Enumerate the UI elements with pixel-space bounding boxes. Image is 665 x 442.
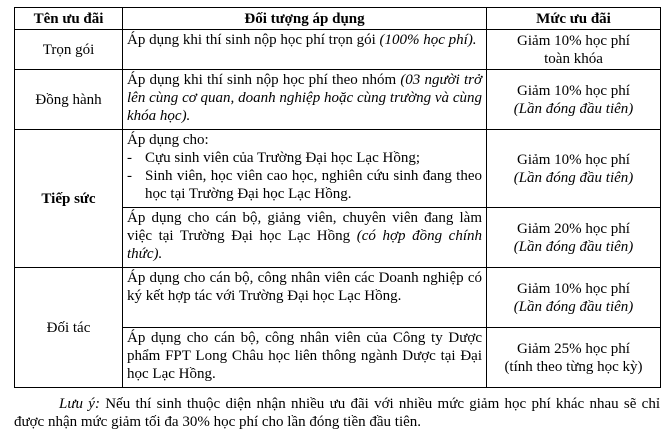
rate-line: (Lần đóng đầu tiên) <box>513 298 634 315</box>
row-rate-doi-tac-1 <box>487 268 661 328</box>
desc-italic-text: (có hợp đồng chính thức). <box>127 228 482 262</box>
bullet-text: Cựu sinh viên của Trường Đại học Lạc Hồng; <box>145 150 420 166</box>
desc-text: Áp dụng khi thí sinh nộp học phí trọn gói <box>127 32 380 48</box>
desc-text: Áp dụng khi thí sinh nộp học phí theo nhóm <box>127 72 401 88</box>
bullet-text: Sinh viên, học viên cao học, nghiên cứu sinh đang theo học tại Trường Đại học Lạc Hồng. <box>145 168 482 202</box>
row-desc-dong-hanh <box>123 70 487 130</box>
table-row <box>15 130 661 208</box>
bullet-dash: - <box>127 150 132 166</box>
note-text: Nếu thí sinh thuộc diện nhận nhiều ưu đãi với nhiều mức giảm học phí khác nhau sẽ chỉ được nhận mức giảm tối đa 30% học phí cho lần đóng tiền đầu tiên. <box>14 396 660 430</box>
rate-line: toàn khóa <box>544 50 603 67</box>
list-item <box>127 167 482 203</box>
desc-intro: Áp dụng cho: <box>127 132 209 148</box>
rate-line: Giảm 10% học phí <box>517 280 630 297</box>
header-applicable-subjects: Đối tượng áp dụng <box>123 8 487 30</box>
row-name-tron-goi: Trọn gói <box>15 30 123 70</box>
row-rate-tiep-suc-1 <box>487 130 661 208</box>
header-discount-name: Tên ưu đãi <box>15 8 123 30</box>
row-rate-tiep-suc-2 <box>487 208 661 268</box>
row-name-tiep-suc: Tiếp sức <box>15 130 123 268</box>
table-row <box>15 70 661 130</box>
rate-line: Giảm 10% học phí <box>517 32 630 49</box>
rate-line: Giảm 10% học phí <box>517 151 630 168</box>
row-desc-tiep-suc-1 <box>123 130 487 208</box>
desc-italic-text: (100% học phí). <box>379 32 477 48</box>
rate-line: (Lần đóng đầu tiên) <box>513 238 634 255</box>
row-rate-dong-hanh <box>487 70 661 130</box>
list-item <box>127 149 482 167</box>
header-discount-rate: Mức ưu đãi <box>487 8 661 30</box>
row-name-doi-tac: Đối tác <box>15 268 123 388</box>
rate-line: (Lần đóng đầu tiên) <box>513 169 634 186</box>
table-row <box>15 30 661 70</box>
rate-line: (Lần đóng đầu tiên) <box>513 100 634 117</box>
rate-line: (tính theo từng học kỳ) <box>504 358 643 375</box>
rate-line: Giảm 25% học phí <box>517 340 630 357</box>
table-row <box>15 268 661 328</box>
bullet-dash: - <box>127 168 132 184</box>
row-desc-tiep-suc-2 <box>123 208 487 268</box>
note-paragraph <box>14 395 660 431</box>
table-header-row <box>15 8 661 30</box>
row-desc-doi-tac-1: Áp dụng cho cán bộ, công nhân viên các Doanh nghiệp có ký kết hợp tác với Trường Đại học Lạc Hồng. <box>123 268 487 328</box>
row-desc-doi-tac-2: Áp dụng cho cán bộ, công nhân viên của Công ty Dược phẩm FPT Long Châu học liên thông ngành Dược tại Đại học Lạc Hồng. <box>123 328 487 388</box>
row-rate-tron-goi <box>487 30 661 70</box>
discount-table <box>14 7 661 388</box>
desc-italic-text: (03 người trở lên cùng cơ quan, doanh nghiệp hoặc cùng trường và cùng khóa học). <box>127 72 482 124</box>
row-rate-doi-tac-2 <box>487 328 661 388</box>
row-desc-tron-goi <box>123 30 487 70</box>
row-name-dong-hanh: Đồng hành <box>15 70 123 130</box>
rate-line: Giảm 20% học phí <box>517 220 630 237</box>
desc-text: Áp dụng cho cán bộ, giảng viên, chuyên viên đang làm việc tại Trường Đại học Lạc Hồng <box>127 210 482 244</box>
note-label: Lưu ý: <box>59 396 100 412</box>
rate-line: Giảm 10% học phí <box>517 82 630 99</box>
